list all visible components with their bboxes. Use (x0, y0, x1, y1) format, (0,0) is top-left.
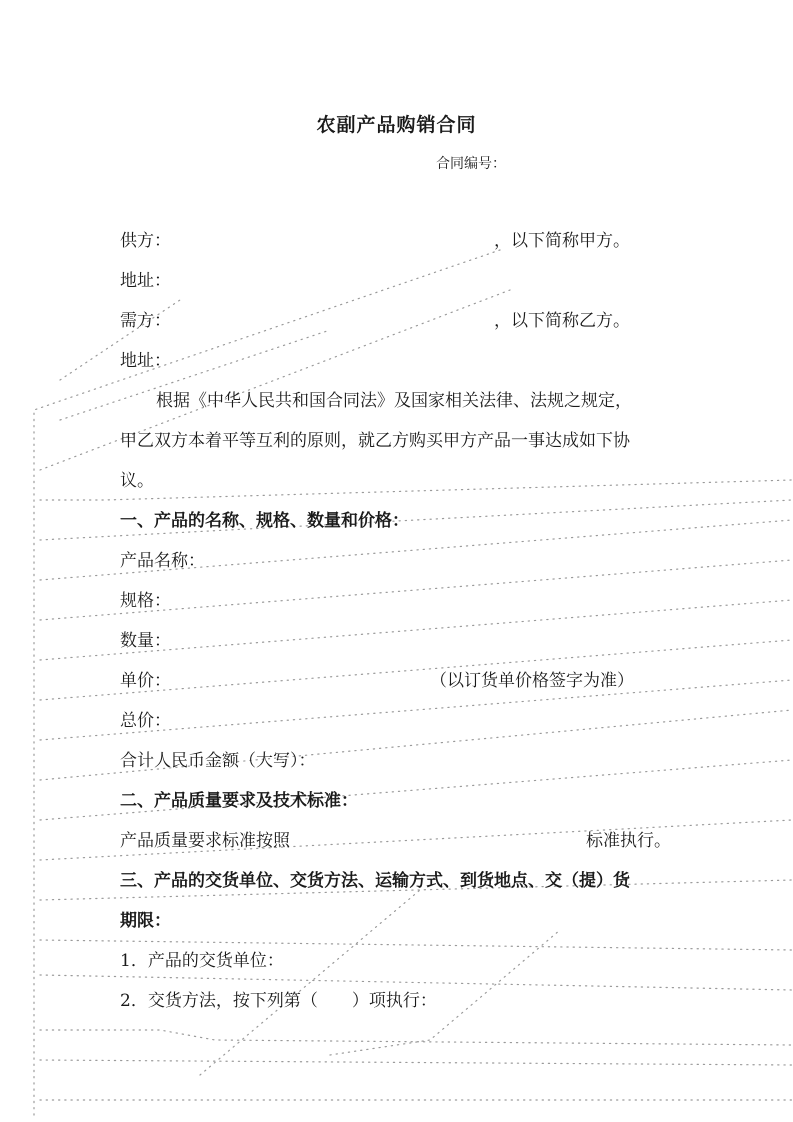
section1-heading: 一、产品的名称、规格、数量和价格： (120, 511, 409, 531)
buyer-suffix: ，以下简称乙方。 (494, 311, 630, 331)
preamble-line-2: 甲乙双方本着平等互利的原则，就乙方购买甲方产品一事达成如下协 (120, 431, 630, 451)
supplier-suffix: ，以下简称甲方。 (494, 231, 630, 251)
buyer-label: 需方： (120, 311, 171, 331)
item-2: 2．交货方法，按下列第（ ）项执行： (120, 991, 437, 1011)
buyer-address-label: 地址： (120, 351, 171, 371)
unit-price-label: 单价： (120, 671, 171, 691)
item-1: 1．产品的交货单位： (120, 951, 284, 971)
preamble-line-1: 根据《中华人民共和国合同法》及国家相关法律、法规之规定， (156, 391, 632, 411)
total-price-label: 总价： (120, 711, 171, 731)
section2-heading: 二、产品质量要求及技术标准： (120, 791, 358, 811)
page-title: 农副产品购销合同 (316, 114, 477, 136)
spec-label: 规格： (120, 591, 171, 611)
preamble-line-3: 议。 (120, 471, 154, 491)
quality-suffix: 标准执行。 (586, 831, 671, 851)
section3-heading-line-1: 三、产品的交货单位、交货方法、运输方式、到货地点、交（提）货 (120, 871, 630, 891)
total-rmb-label: 合计人民币金额（大写）： (120, 751, 316, 771)
supplier-label: 供方： (120, 231, 171, 251)
supplier-address-label: 地址： (120, 271, 171, 291)
product-name-label: 产品名称： (120, 551, 205, 571)
quantity-label: 数量： (120, 631, 171, 651)
unit-price-note: （以订货单价格签字为准） (430, 671, 634, 691)
quality-prefix: 产品质量要求标准按照 (120, 831, 290, 851)
contract-number-label: 合同编号： (436, 156, 506, 172)
section3-heading-line-2: 期限： (120, 911, 171, 931)
